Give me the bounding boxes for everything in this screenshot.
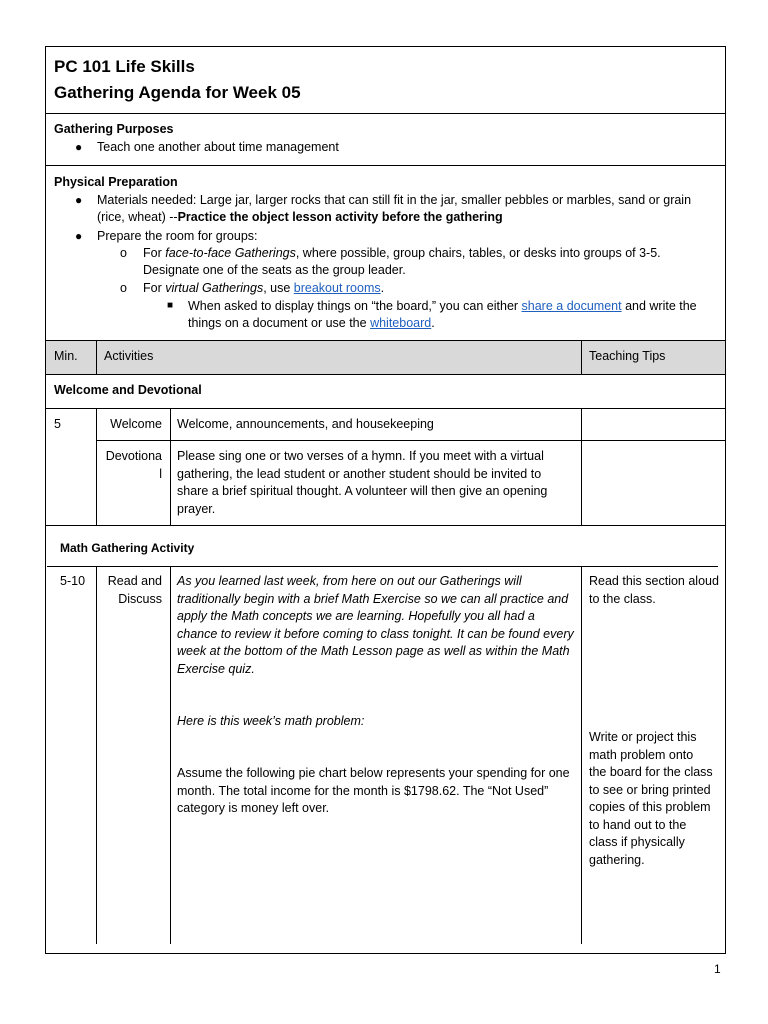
circle-bullet-icon: o [120, 281, 127, 295]
preparation-heading: Physical Preparation [54, 175, 178, 189]
header-min: Min. [54, 349, 78, 363]
f2f-line: For face-to-face Gatherings, where possible, group chairs, tables, or desks into groups of 3-5. [143, 246, 661, 260]
teaching-tip-project: Write or project this math problem onto the board for the class to see or bring printed copies of this problem to hand out to the class if physically gathering. [589, 730, 713, 867]
col-divider [96, 340, 97, 374]
section-welcome-devotional: Welcome and Devotional [54, 383, 202, 397]
divider [45, 165, 726, 166]
col-divider [170, 566, 171, 944]
section-math-gathering: Math Gathering Activity [60, 541, 195, 555]
col-divider [581, 340, 582, 374]
practice-note: Practice the object lesson activity before the gathering [177, 210, 503, 224]
row-description: Please sing one or two verses of a hymn. If you meet with a virtual gathering, the lead student or another student should be invited to share a brief spiritual thought. A volunteer will then give an opening prayer. [177, 449, 548, 516]
divider [45, 113, 726, 114]
col-divider [170, 408, 171, 525]
row-min: 5 [54, 417, 61, 431]
divider [45, 408, 726, 409]
row-activity: Welcome [110, 417, 162, 431]
header-activities: Activities [104, 349, 154, 363]
materials-line-2: (rice, wheat) --Practice the object lesson activity before the gathering [97, 210, 503, 224]
divider [45, 525, 726, 526]
materials-line: Materials needed: Large jar, larger rocks that can still fit in the jar, smaller pebbles or marbles, sand or grain [97, 193, 692, 207]
divider [96, 440, 726, 441]
divider [45, 374, 726, 375]
col-divider [581, 408, 582, 525]
circle-bullet-icon: o [120, 246, 127, 260]
purpose-item: Teach one another about time management [97, 140, 339, 154]
math-intro: As you learned last week, from here on out our Gatherings will traditionally begin with a brief Math Exercise so we can all practice and apply the Math concepts we are learning. Hopefully you all had a chance to review it before coming to class tonight. It can be found every week at the bottom of the Math Lesson page as well as within the Math Exercise quiz. [177, 574, 574, 676]
math-problem-label: Here is this week’s math problem: [177, 714, 365, 728]
whiteboard-link[interactable]: whiteboard [370, 316, 432, 330]
teaching-tip-read: Read this section aloud to the class. [589, 574, 719, 606]
page-number: 1 [714, 962, 721, 976]
math-row-min: 5-10 [60, 574, 86, 588]
math-row-activity: Read and Discuss [107, 574, 162, 606]
share-document-link[interactable]: share a document [521, 299, 622, 313]
virtual-line: For virtual Gatherings, use breakout rooms. [143, 281, 385, 295]
col-divider [96, 408, 97, 525]
row-activity: Devotiona l [105, 449, 162, 481]
prepare-room-text: Prepare the room for groups: [97, 229, 258, 243]
f2f-line-2: Designate one of the seats as the group leader. [143, 263, 406, 277]
divider [45, 340, 726, 341]
board-line: When asked to display things on “the board,” you can either share a document and write the [188, 299, 697, 313]
divider [47, 566, 718, 567]
row-description: Welcome, announcements, and housekeeping [177, 417, 434, 431]
col-divider [581, 566, 582, 944]
col-divider [96, 566, 97, 944]
bullet-icon: ● [75, 229, 83, 243]
bullet-icon: ● [75, 140, 83, 154]
agenda-title: Gathering Agenda for Week 05 [54, 83, 301, 102]
board-line-2: things on a document or use the whiteboard. [188, 316, 435, 330]
square-bullet-icon: ■ [167, 300, 174, 311]
purposes-heading: Gathering Purposes [54, 122, 174, 136]
page-title [54, 54, 301, 106]
bullet-icon: ● [75, 193, 83, 207]
math-problem-text: Assume the following pie chart below represents your spending for one month. The total income for the month is $1798.62. The “Not Used” category is money left over. [177, 766, 570, 815]
header-teaching-tips: Teaching Tips [589, 349, 666, 363]
breakout-rooms-link[interactable]: breakout rooms [293, 281, 381, 295]
course-title: PC 101 Life Skills [54, 57, 195, 76]
